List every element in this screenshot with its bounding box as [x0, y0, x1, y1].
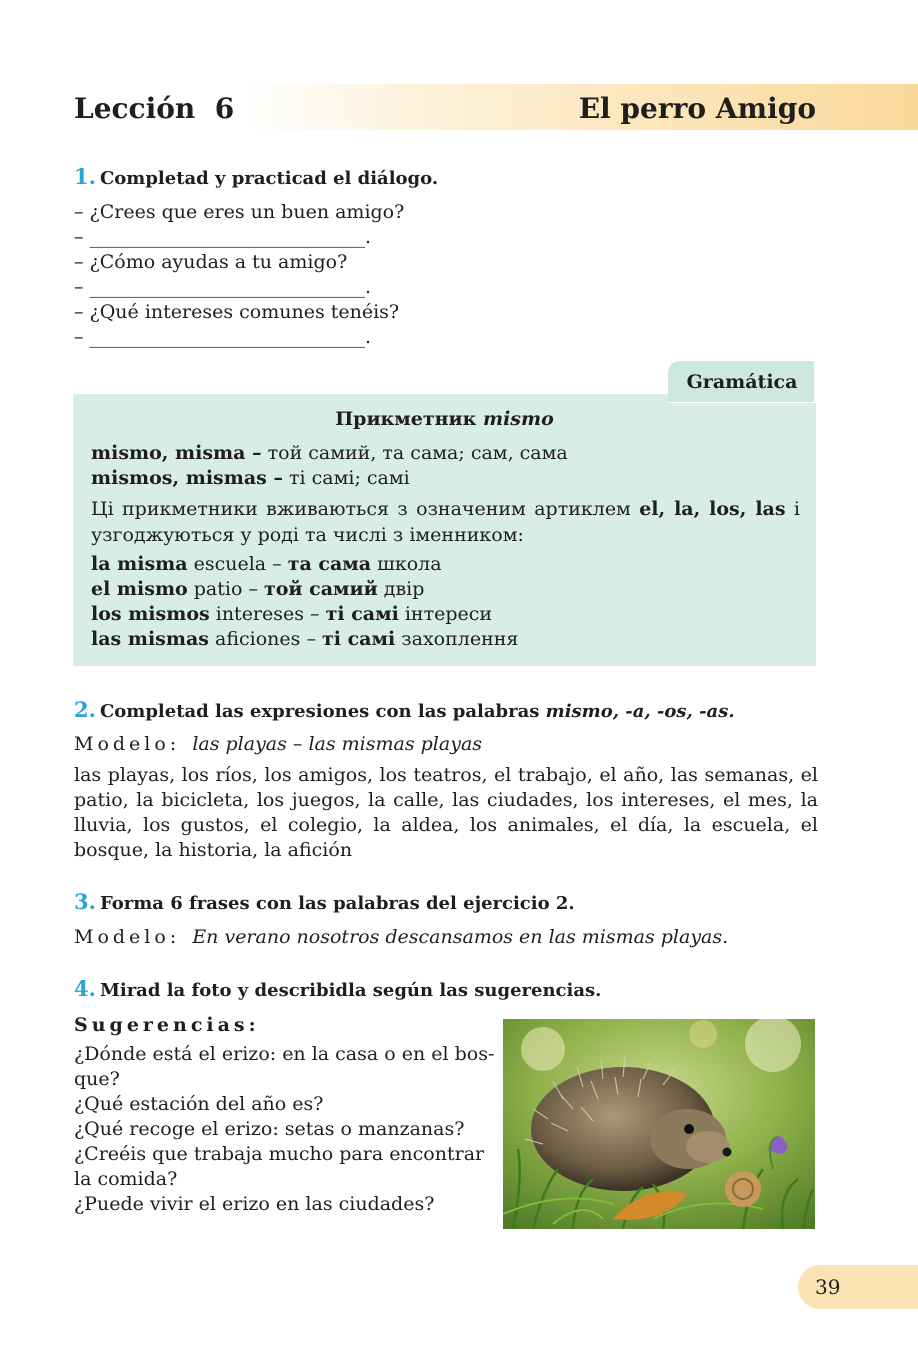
suggestion-line: ¿Qué recoge el erizo: setas o manzanas? — [74, 1118, 465, 1140]
exercise-number: 4. — [74, 976, 96, 1001]
grammar-forms-plural — [91, 467, 410, 489]
forms-spanish: mismos, mismas – — [91, 467, 283, 489]
exercise-instruction: Completad las expresiones con las palabras — [99, 701, 546, 722]
example-es-rest: patio – — [187, 578, 264, 600]
example-ua: та сама — [287, 553, 372, 575]
dialogue-blank: – _____________________________. — [74, 326, 372, 348]
grammar-forms-singular — [91, 442, 568, 464]
dialogue-line: – ¿Cómo ayudas a tu amigo? — [74, 251, 348, 273]
example-es-rest: aficiones – — [208, 628, 322, 650]
example-ua: ті самі — [322, 628, 396, 650]
rule-articles: el, la, los, las — [639, 498, 786, 520]
exercise-2-heading — [74, 697, 735, 722]
rule-text: і узгоджуються у роді та числі з іменником: — [91, 498, 800, 546]
example-ua-rest: захоплення — [395, 628, 519, 650]
example-ua: той самий — [263, 578, 378, 600]
exercise-1-heading — [74, 164, 438, 189]
suggestion-line: ¿Qué estación del año es? — [74, 1093, 324, 1115]
suggestions-label: Sugerencias: — [74, 1014, 260, 1036]
model-text: las playas – las mismas playas — [192, 733, 483, 755]
suggestion-line: ¿Puede vivir el erizo en las ciudades? — [74, 1193, 435, 1215]
dialogue-blank: – _____________________________. — [74, 226, 372, 248]
model-line — [74, 733, 482, 755]
suggestion-line: ¿Dónde está el erizo: en la casa o en el bos- — [74, 1043, 495, 1065]
grammar-title-word: mismo — [482, 408, 554, 430]
suggestion-line: que? — [74, 1068, 120, 1090]
example-es: la misma — [91, 553, 188, 575]
model-label: Modelo: — [74, 733, 181, 755]
grammar-example — [91, 553, 442, 575]
example-es: las mismas — [91, 628, 209, 650]
grammar-example — [91, 578, 424, 600]
page-title: El perro Amigo — [578, 92, 816, 125]
forms-translation: той самий, та сама; сам, сама — [261, 442, 568, 464]
exercise-number: 2. — [74, 697, 96, 722]
lesson-number: Lección 6 — [74, 92, 235, 125]
word-list: las playas, los ríos, los amigos, los teatros, el trabajo, el año, las semanas, el patio, la bicicleta, los juegos, la calle, las ciudades, los intereses, el mes, la lluvia, los gustos, el colegio, la aldea, los animales, el día, la escuela, el bosque, la historia, la afición — [74, 764, 818, 861]
example-es-rest: escuela – — [187, 553, 288, 575]
grammar-example — [91, 603, 492, 625]
model-line — [74, 926, 728, 948]
example-ua: ті самі — [325, 603, 399, 625]
forms-spanish: mismo, misma – — [91, 442, 262, 464]
example-es-rest: intereses – — [209, 603, 326, 625]
suggestion-line: la comida? — [74, 1168, 178, 1190]
grammar-title — [73, 408, 816, 430]
grammar-title-text: Прикметник — [335, 408, 483, 430]
page-number: 39 — [815, 1275, 841, 1299]
dialogue-line: – ¿Qué intereses comunes tenéis? — [74, 301, 400, 323]
hedgehog-photo — [503, 1019, 815, 1229]
example-es: los mismos — [91, 603, 210, 625]
dialogue-line: – ¿Crees que eres un buen amigo? — [74, 201, 405, 223]
grammar-rule — [91, 496, 800, 548]
example-ua-rest: двір — [377, 578, 425, 600]
grammar-example — [91, 628, 518, 650]
example-ua-rest: школа — [371, 553, 442, 575]
model-text: En verano nosotros descansamos en las mismas playas. — [192, 926, 729, 948]
forms-translation: ті самі; самі — [282, 467, 410, 489]
suggestion-line: ¿Creéis que trabaja mucho para encontrar — [74, 1143, 485, 1165]
exercise-instruction-words: mismo, -a, -os, -as. — [545, 701, 735, 722]
exercise-instruction: Completad y practicad el diálogo. — [99, 168, 439, 189]
exercise-4-heading — [74, 976, 601, 1001]
grammar-box — [73, 394, 816, 666]
dialogue-blank: – _____________________________. — [74, 276, 372, 298]
exercise-3-heading — [74, 889, 575, 914]
exercise-instruction: Forma 6 frases con las palabras del ejercicio 2. — [99, 893, 575, 914]
rule-text: Ці прикметники вживаються з означеним артиклем — [91, 498, 640, 520]
exercise-number: 3. — [74, 889, 96, 914]
example-es: el mismo — [91, 578, 188, 600]
exercise-instruction: Mirad la foto y describidla según las sugerencias. — [99, 980, 602, 1001]
grammar-tab: Gramática — [668, 361, 816, 403]
exercise-number: 1. — [74, 164, 96, 189]
example-ua-rest: інтереси — [398, 603, 493, 625]
model-label: Modelo: — [74, 926, 181, 948]
